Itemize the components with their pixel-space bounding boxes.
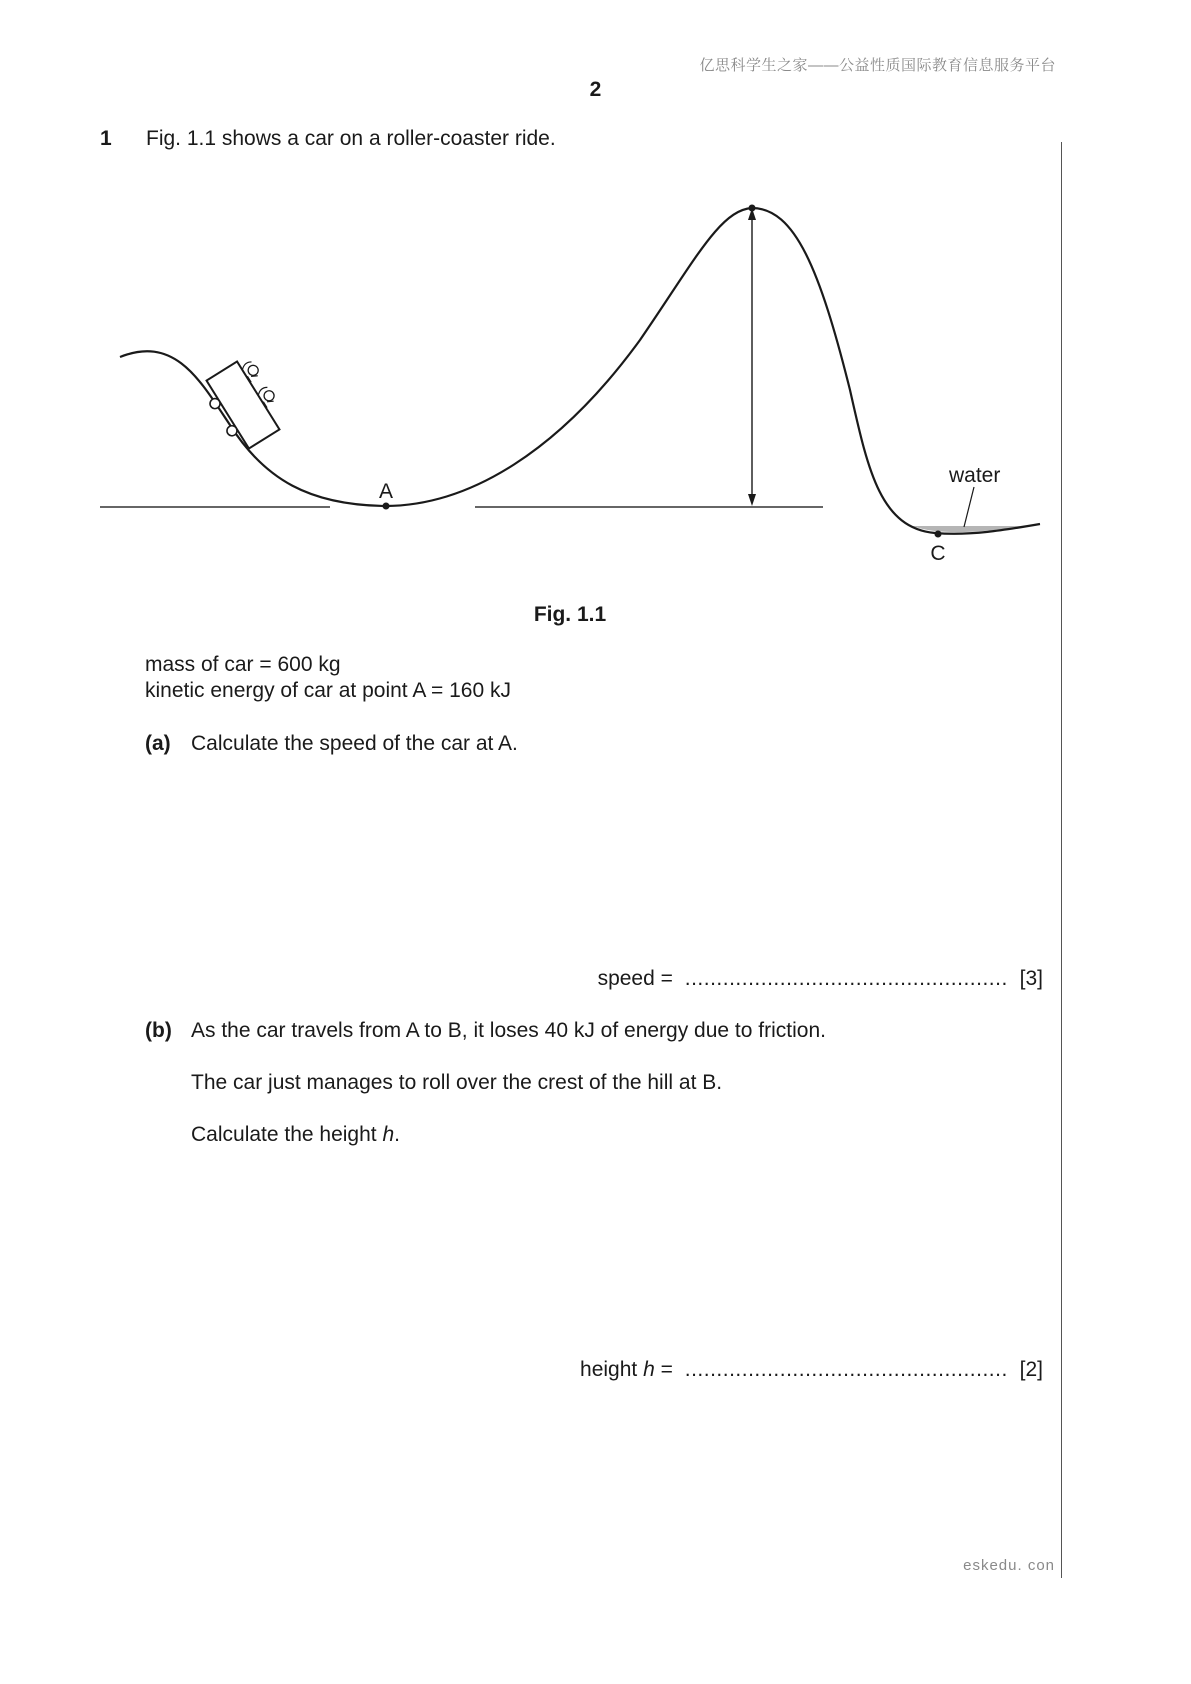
- roller-coaster-car: [198, 354, 291, 454]
- variable-h: h: [382, 1123, 395, 1146]
- point-c-marker: [935, 531, 942, 538]
- page-number: 2: [589, 78, 602, 101]
- part-b-label: (b): [145, 1019, 172, 1042]
- part-a-answer-prompt: speed =: [597, 967, 673, 990]
- part-b-text-2: The car just manages to roll over the crest of the hill at B.: [191, 1071, 723, 1094]
- given-kinetic-energy: kinetic energy of car at point A = 160 kJ: [145, 679, 511, 702]
- point-a-marker: [383, 503, 390, 510]
- water-pointer-line: [964, 487, 974, 527]
- roller-coaster-figure: [0, 0, 1191, 600]
- part-b-marks: [2]: [1019, 1358, 1043, 1381]
- label-c: C: [930, 542, 946, 565]
- label-water: water: [949, 464, 1001, 487]
- part-b-text-1: As the car travels from A to B, it loses 40 kJ of energy due to friction.: [191, 1019, 826, 1042]
- part-b-answer-equals: =: [654, 1358, 673, 1381]
- part-b-answer-variable: h: [643, 1358, 655, 1381]
- given-mass: mass of car = 600 kg: [145, 653, 341, 676]
- part-a-question: Calculate the speed of the car at A.: [191, 732, 518, 755]
- footer-site: eskedu. con: [963, 1557, 1055, 1574]
- part-b-text-3-prefix: Calculate the height: [191, 1123, 377, 1146]
- part-b-answer-prompt: height: [580, 1358, 638, 1381]
- label-a: A: [378, 480, 394, 503]
- question-intro: Fig. 1.1 shows a car on a roller-coaster ride.: [146, 127, 556, 150]
- header-watermark: 亿思科学生之家——公益性质国际教育信息服务平台: [699, 57, 1056, 74]
- part-b-text-3-suffix: .: [394, 1123, 401, 1146]
- figure-caption: Fig. 1.1: [533, 603, 607, 626]
- part-a-answer-line: [598, 967, 1043, 991]
- part-a-answer-blank[interactable]: ...................................................: [684, 967, 1008, 990]
- height-arrow-head-bottom: [748, 494, 756, 506]
- question-number: 1: [100, 127, 112, 150]
- part-a-label: (a): [145, 732, 171, 755]
- part-b-answer-line: [580, 1358, 1043, 1382]
- part-b-answer-blank[interactable]: ...................................................: [684, 1358, 1008, 1381]
- part-a-marks: [3]: [1019, 967, 1043, 990]
- part-b-text-3: [191, 1123, 400, 1147]
